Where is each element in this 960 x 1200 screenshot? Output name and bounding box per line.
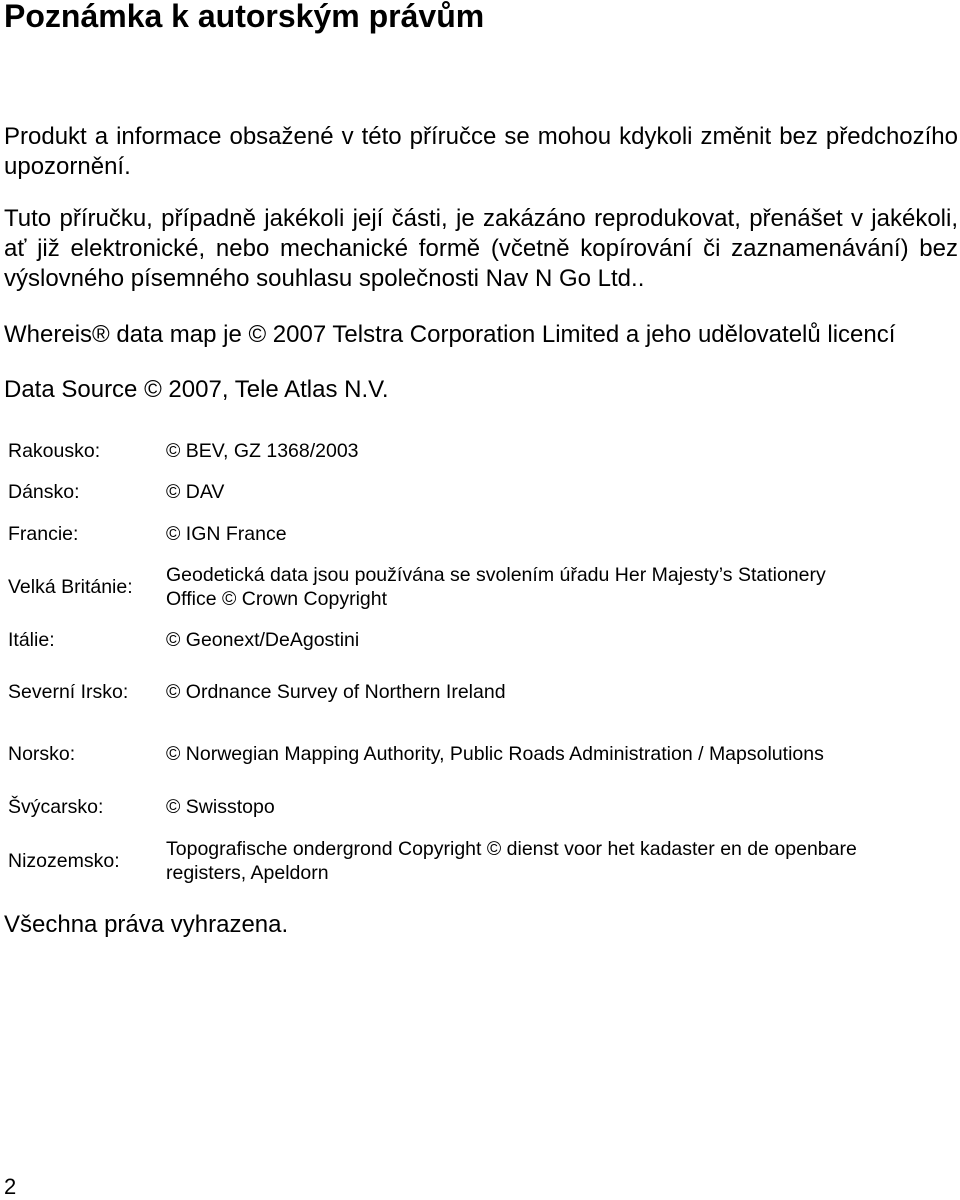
credit-value: Topografische ondergrond Copyright © dienst voor het kadaster en de openbare registers, Apeldorn xyxy=(166,838,857,884)
data-source-line: Data Source © 2007, Tele Atlas N.V. xyxy=(4,376,389,403)
credit-row xyxy=(8,432,866,470)
credit-value: © Geonext/DeAgostini xyxy=(166,629,360,651)
credit-value: © Ordnance Survey of Northern Ireland xyxy=(166,681,506,703)
credit-country: Norsko: xyxy=(8,743,76,765)
credit-row xyxy=(8,554,866,620)
credit-value: © DAV xyxy=(166,481,225,503)
credit-row xyxy=(8,784,866,830)
credit-row xyxy=(8,620,866,660)
credit-row xyxy=(8,660,866,724)
paragraph-notice: Produkt a informace obsažené v této příručce se mohou kdykoli změnit bez předchozího upozornění. xyxy=(4,123,958,180)
paragraph-reproduction: Tuto příručku, případně jakékoli její části, je zakázáno reprodukovat, přenášet v jakékoli, ať již elektronické, nebo mechanické formě (včetně kopírování či zaznamenávání) bez výslovného písemného souhlasu společnosti Nav N Go Ltd.. xyxy=(4,205,958,292)
whereis-line: Whereis® data map je © 2007 Telstra Corporation Limited a jeho udělovatelů licencí xyxy=(4,321,896,348)
all-rights-reserved: Všechna práva vyhrazena. xyxy=(4,911,289,938)
credit-row xyxy=(8,830,866,892)
page-number: 2 xyxy=(4,1174,17,1199)
credit-country: Francie: xyxy=(8,523,79,545)
credit-value: Geodetická data jsou používána se svolením úřadu Her Majesty’s Stationery Office © Crown Copyright xyxy=(166,564,826,610)
credit-value: © BEV, GZ 1368/2003 xyxy=(166,440,359,462)
credit-country: Velká Británie: xyxy=(8,576,133,598)
credit-country: Severní Irsko: xyxy=(8,681,129,703)
credit-value: © Norwegian Mapping Authority, Public Roads Administration / Mapsolutions xyxy=(166,743,824,765)
credits-table xyxy=(8,432,866,892)
credit-value: © IGN France xyxy=(166,523,287,545)
credit-value: © Swisstopo xyxy=(166,796,275,818)
credit-country: Švýcarsko: xyxy=(8,796,104,818)
credit-country: Itálie: xyxy=(8,629,55,651)
credit-country: Nizozemsko: xyxy=(8,850,120,872)
credit-row xyxy=(8,724,866,784)
credit-row xyxy=(8,514,866,554)
credit-country: Dánsko: xyxy=(8,481,80,503)
credit-country: Rakousko: xyxy=(8,440,101,462)
credit-row xyxy=(8,470,866,514)
page-title: Poznámka k autorským právům xyxy=(4,0,485,34)
